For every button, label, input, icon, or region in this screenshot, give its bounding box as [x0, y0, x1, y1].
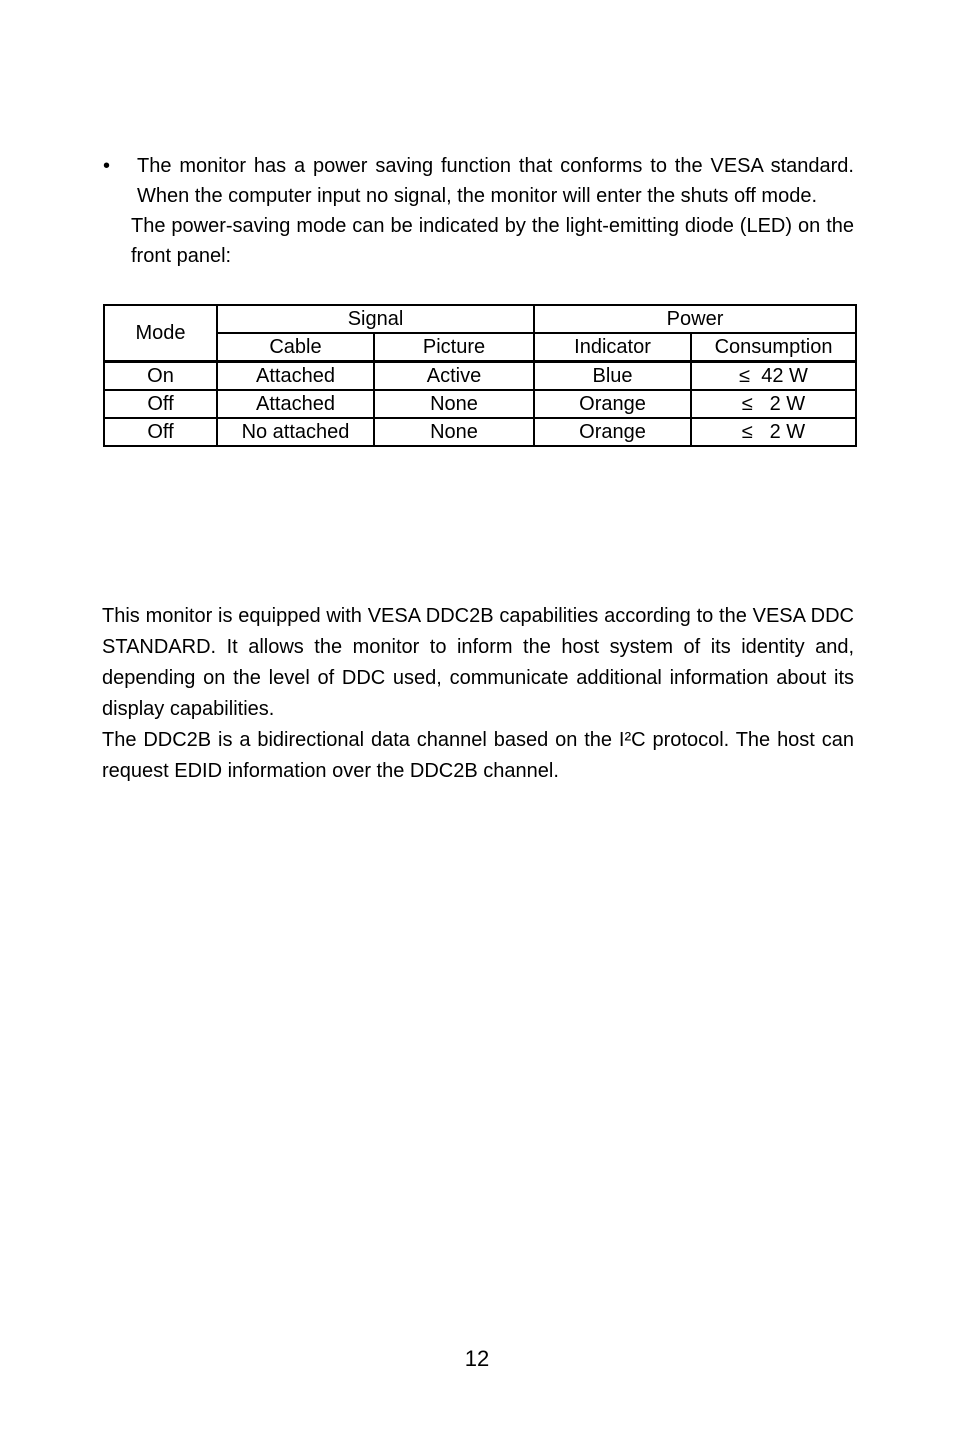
header-power: Power — [534, 305, 856, 333]
bullet-continuation: The power-saving mode can be indicated by the light-emitting diode (LED) on the front panel: — [131, 215, 854, 267]
header-consumption: Consumption — [691, 333, 856, 362]
cell-picture: None — [374, 390, 534, 418]
header-cable: Cable — [217, 333, 374, 362]
cell-cable: Attached — [217, 362, 374, 391]
cell-cable: No attached — [217, 418, 374, 446]
cell-consumption: ≤ 2 W — [691, 390, 856, 418]
header-mode: Mode — [104, 305, 217, 362]
cell-cable: Attached — [217, 390, 374, 418]
cell-mode: On — [104, 362, 217, 391]
table-subheader-row — [104, 333, 856, 362]
cell-consumption: ≤ 42 W — [691, 362, 856, 391]
cell-mode: Off — [104, 418, 217, 446]
bullet-icon: • — [103, 155, 111, 177]
bullet-item — [103, 151, 854, 211]
table-row — [104, 390, 856, 418]
page-number: 12 — [464, 1346, 490, 1371]
power-mode-table — [103, 304, 857, 447]
ddc-paragraph-2: The DDC2B is a bidirectional data channel based on the I²C protocol. The host can request EDID information over the DDC2B channel. — [102, 729, 854, 782]
bullet-text: The monitor has a power saving function that conforms to the VESA standard. When the computer input no signal, the monitor will enter the shuts off mode. — [137, 155, 854, 207]
table-header-row — [104, 305, 856, 333]
table-row — [104, 418, 856, 446]
ddc-section — [102, 601, 854, 787]
header-signal: Signal — [217, 305, 534, 333]
cell-indicator: Blue — [534, 362, 691, 391]
cell-picture: None — [374, 418, 534, 446]
cell-mode: Off — [104, 390, 217, 418]
cell-picture: Active — [374, 362, 534, 391]
power-saving-section — [103, 151, 854, 271]
header-picture: Picture — [374, 333, 534, 362]
cell-consumption: ≤ 2 W — [691, 418, 856, 446]
cell-indicator: Orange — [534, 418, 691, 446]
header-indicator: Indicator — [534, 333, 691, 362]
ddc-paragraph-1: This monitor is equipped with VESA DDC2B capabilities according to the VESA DDC STANDARD. It allows the monitor to inform the host system of its identity and, depending on the level of DDC used, communicate additional information about its display capabilities. — [102, 605, 854, 720]
table-row — [104, 362, 856, 391]
cell-indicator: Orange — [534, 390, 691, 418]
